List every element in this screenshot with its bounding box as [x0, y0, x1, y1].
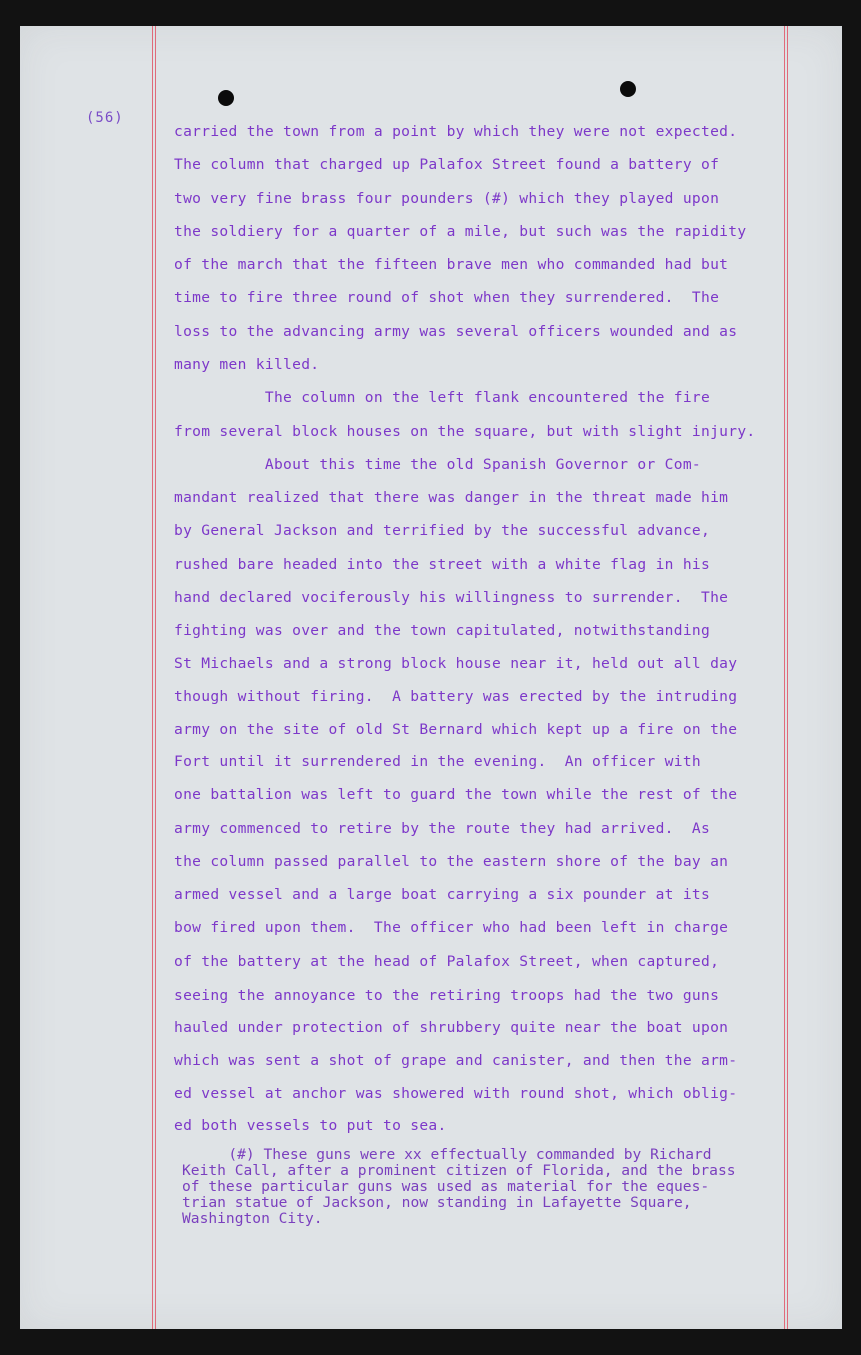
- text-line: which was sent a shot of grape and canister, and then the arm-: [174, 1052, 738, 1069]
- page-number: (56): [86, 110, 124, 126]
- text-line: rushed bare headed into the street with a white flag in his: [174, 556, 711, 573]
- text-line: time to fire three round of shot when they surrendered. The: [174, 289, 720, 306]
- text-line: hauled under protection of shrubbery quite near the boat upon: [174, 1019, 729, 1036]
- text-line: bow fired upon them. The officer who had been left in charge: [174, 919, 729, 936]
- text-line: carried the town from a point by which they were not expected.: [174, 123, 738, 140]
- text-line: the soldiery for a quarter of a mile, but such was the rapidity: [174, 223, 747, 240]
- text-line: fighting was over and the town capitulated, notwithstanding: [174, 622, 711, 639]
- text-line: of the march that the fifteen brave men who commanded had but: [174, 256, 729, 273]
- footnote-line: of these particular guns was used as material for the eques-: [182, 1178, 710, 1195]
- text-line: armed vessel and a large boat carrying a six pounder at its: [174, 886, 711, 903]
- text-line: seeing the annoyance to the retiring troops had the two guns: [174, 987, 720, 1004]
- left-margin-line-inner: [155, 26, 156, 1329]
- text-line: many men killed.: [174, 356, 320, 373]
- text-line: two very fine brass four pounders (#) which they played upon: [174, 190, 720, 207]
- text-line: The column on the left flank encountered the fire: [174, 389, 711, 406]
- text-line: mandant realized that there was danger in the threat made him: [174, 489, 729, 506]
- text-line: by General Jackson and terrified by the successful advance,: [174, 522, 711, 539]
- footnote-line: Washington City.: [182, 1210, 323, 1227]
- typed-page: [20, 26, 842, 1329]
- text-line: from several block houses on the square, but with slight injury.: [174, 423, 756, 440]
- footnote-line: trian statue of Jackson, now standing in Lafayette Square,: [182, 1194, 692, 1211]
- text-line: hand declared vociferously his willingness to surrender. The: [174, 589, 729, 606]
- text-line: Fort until it surrendered in the evening. An officer with: [174, 753, 701, 770]
- footnote-line: Keith Call, after a prominent citizen of Florida, and the brass: [182, 1162, 736, 1179]
- text-line: ed vessel at anchor was showered with round shot, which oblig-: [174, 1085, 738, 1102]
- text-line: the column passed parallel to the eastern shore of the bay an: [174, 853, 729, 870]
- text-line: St Michaels and a strong block house near it, held out all day: [174, 655, 738, 672]
- punch-hole: [620, 81, 636, 97]
- text-line: loss to the advancing army was several officers wounded and as: [174, 323, 738, 340]
- footnote-line: (#) These guns were xx effectually commanded by Richard: [202, 1146, 712, 1163]
- punch-hole: [218, 90, 234, 106]
- text-line: army on the site of old St Bernard which kept up a fire on the: [174, 721, 738, 738]
- left-margin-line: [152, 26, 153, 1329]
- text-line: army commenced to retire by the route they had arrived. As: [174, 820, 711, 837]
- text-line: one battalion was left to guard the town while the rest of the: [174, 786, 738, 803]
- right-margin-line-inner: [787, 26, 788, 1329]
- text-line: ed both vessels to put to sea.: [174, 1117, 447, 1134]
- text-line: The column that charged up Palafox Street found a battery of: [174, 156, 720, 173]
- text-line: of the battery at the head of Palafox Street, when captured,: [174, 953, 720, 970]
- text-line: About this time the old Spanish Governor or Com-: [174, 456, 701, 473]
- right-margin-line: [784, 26, 785, 1329]
- text-line: though without firing. A battery was erected by the intruding: [174, 688, 738, 705]
